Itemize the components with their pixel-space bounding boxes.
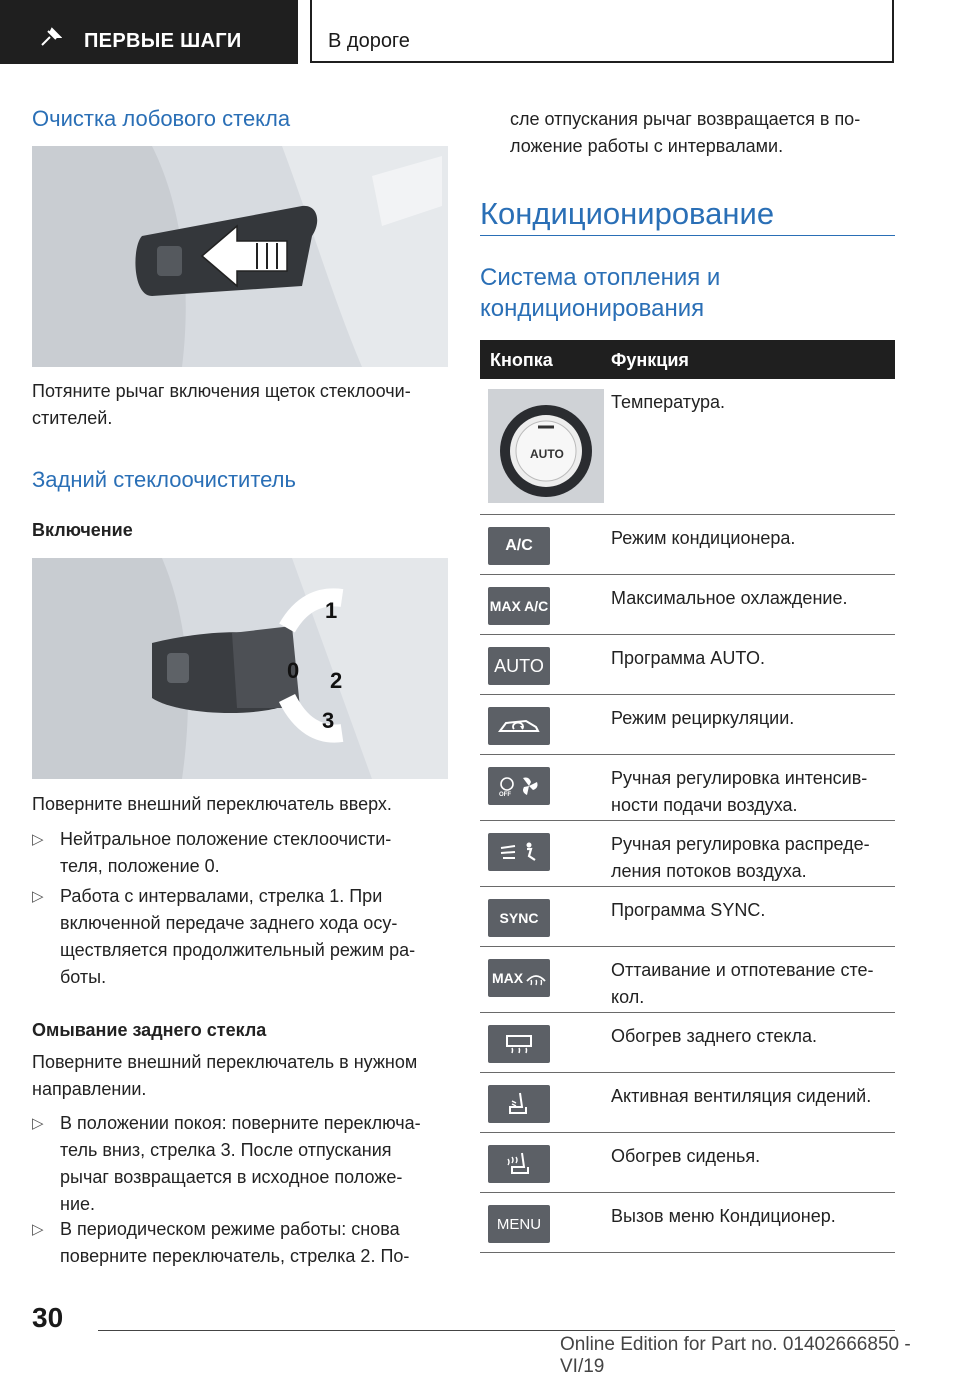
position-label-0: 0 <box>287 658 300 683</box>
rotate-up-text: Поверните внешний переключатель вверх. <box>32 794 392 814</box>
sync-button-icon: SYNC <box>488 899 550 937</box>
header-button-col: Кнопка <box>490 350 553 370</box>
table-row: Ручная регулировка распреде- ления потоков воздуха. <box>480 821 895 887</box>
triangle-bullet-icon: ▷ <box>32 831 44 848</box>
table-row: AUTO Температура. <box>480 379 895 515</box>
arrow-label-1: 1 <box>325 598 338 623</box>
section-title: ПЕРВЫЕ ШАГИ <box>84 30 242 52</box>
seat-heating-button-icon <box>488 1145 550 1183</box>
system-heading-1: Система отопления и <box>480 264 721 291</box>
table-row: MENU Вызов меню Кондиционер. <box>480 1193 895 1253</box>
menu-button-icon: MENU <box>488 1205 550 1243</box>
table-row: AUTO Программа AUTO. <box>480 635 895 695</box>
table-row: Обогрев сиденья. <box>480 1133 895 1193</box>
table-row: Режим рециркуляции. <box>480 695 895 755</box>
auto-button-icon: AUTO <box>488 647 550 685</box>
rear-wash-text-1: Поверните внешний переключатель в нужном <box>32 1052 418 1072</box>
arrow-label-3: 3 <box>322 708 335 733</box>
table-row: SYNC Программа SYNC. <box>480 887 895 947</box>
subsection-tab[interactable] <box>310 0 894 63</box>
climate-buttons-table <box>480 340 895 1253</box>
bullet-periodic: ▷ В периодическом режиме работы: снова поверните переключатель, стрелка 2. По- <box>32 1216 409 1270</box>
table-row: MAX A/C Максимальное охлаждение. <box>480 575 895 635</box>
washer-caption-line-2: стителей. <box>32 408 113 428</box>
triangle-bullet-icon: ▷ <box>32 888 44 905</box>
table-row: Обогрев заднего стекла. <box>480 1013 895 1073</box>
air-distribution-button-icon <box>488 833 550 871</box>
svg-text:OFF: OFF <box>499 792 511 798</box>
enable-heading: Включение <box>32 520 133 540</box>
table-row: OFF Ручная регулировка интенсив- ности подачи воздуха. <box>480 755 895 821</box>
seat-ventilation-button-icon <box>488 1085 550 1123</box>
temperature-knob-icon: AUTO <box>488 389 604 503</box>
footer-rule <box>98 1330 895 1331</box>
rear-wash-text-2: направлении. <box>32 1079 147 1099</box>
pin-icon <box>40 27 62 47</box>
table-row: MAX Оттаивание и отпотевание сте- кол. <box>480 947 895 1013</box>
max-defrost-button-icon: MAX <box>488 959 550 997</box>
max-ac-button-icon: MAX A/C <box>488 587 550 625</box>
rear-wiper-heading: Задний стеклоочиститель <box>32 467 296 492</box>
bullet-rest-position: ▷ В положении покоя: поверните переключа- тель вниз, стрелка 3. После отпускания рычаг возвращается в исходное положе- ние. <box>32 1110 421 1218</box>
rear-wash-heading: Омывание заднего стекла <box>32 1020 267 1040</box>
heading-rule <box>480 235 895 236</box>
section-tab[interactable] <box>0 0 298 64</box>
arrow-label-2: 2 <box>330 668 343 693</box>
triangle-bullet-icon: ▷ <box>32 1221 44 1238</box>
header-function-col: Функция <box>611 350 689 370</box>
rear-defrost-button-icon <box>488 1025 550 1063</box>
washer-caption-line-1: Потяните рычаг включения щеток стеклоочи- <box>32 381 411 401</box>
fan-button-icon <box>488 767 550 805</box>
bullet-neutral: ▷ Нейтральное положение стеклоочисти- теля, положение 0. <box>32 826 391 880</box>
table-row: A/C Режим кондиционера. <box>480 515 895 575</box>
table-row: Активная вентиляция сидений. <box>480 1073 895 1133</box>
ac-button-icon: A/C <box>488 527 550 565</box>
table-header <box>480 340 895 379</box>
recirculation-button-icon <box>488 707 550 745</box>
continued-text-2: ложение работы с интервалами. <box>510 136 784 156</box>
edition-text: Online Edition for Part no. 01402666850 - VI/19 <box>560 1334 911 1377</box>
continued-text-1: сле отпускания рычаг возвращается в по- <box>510 109 861 129</box>
bullet-interval: ▷ Работа с интервалами, стрелка 1. При включенной передаче заднего хода осу- ществляется продолжительный режим ра- боты. <box>32 883 415 991</box>
rear-wiper-image <box>32 558 448 779</box>
page-number: 30 <box>32 1302 64 1333</box>
washer-heading: Очистка лобового стекла <box>32 106 291 131</box>
wiper-lever-image <box>32 146 448 367</box>
subsection-title: В дороге <box>328 30 410 52</box>
triangle-bullet-icon: ▷ <box>32 1115 44 1132</box>
system-heading-2: кондиционирования <box>480 295 705 322</box>
ac-heading: Кондиционирование <box>480 196 775 231</box>
